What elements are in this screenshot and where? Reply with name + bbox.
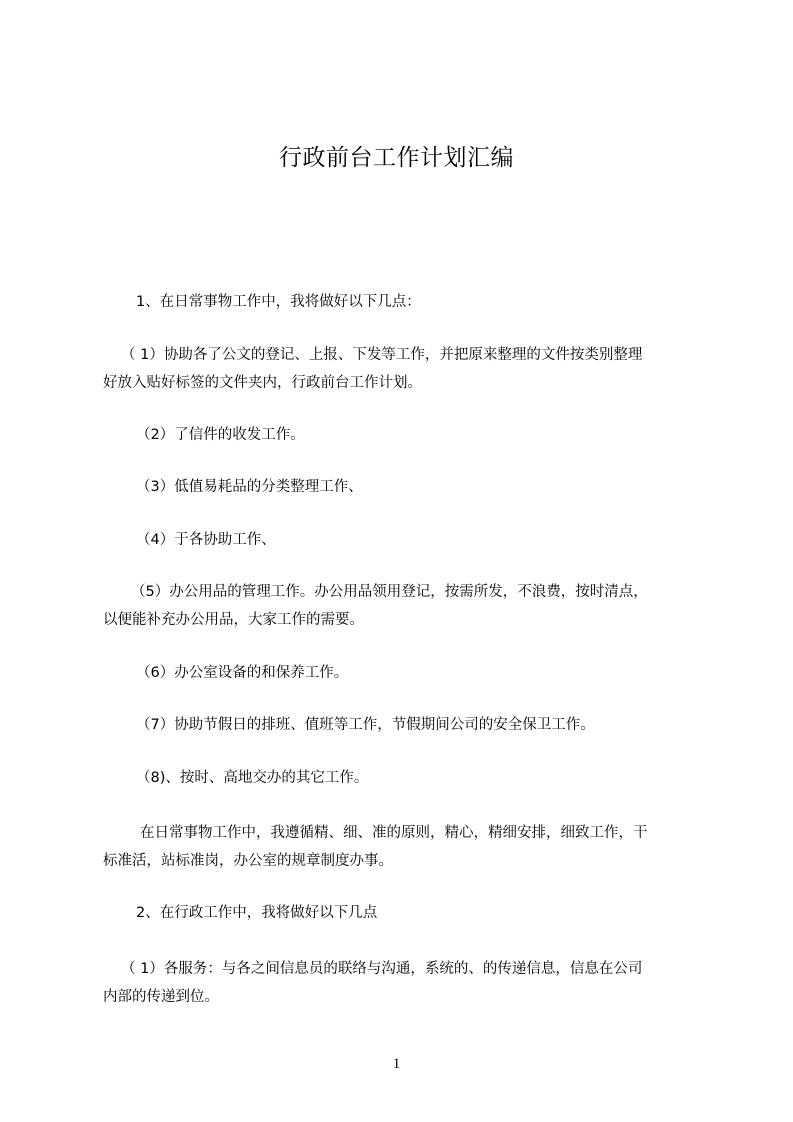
paragraph-line: （7）协助节假日的排班、值班等工作，节假期间公司的安全保卫工作。 [136, 717, 595, 733]
paragraph-line: 1、在日常事物工作中，我将做好以下几点： [136, 294, 421, 310]
paragraph-9 [103, 764, 723, 792]
paragraph-10 [103, 819, 723, 875]
paragraph-line: 内部的传递到位。 [103, 989, 219, 1005]
paragraph-line: （3）低值易耗品的分类整理工作、 [136, 479, 363, 495]
paragraph-line: （2）了信件的收发工作。 [136, 427, 305, 443]
paragraph-2 [103, 341, 723, 397]
paragraph-line: 标准活，站标准岗，办公室的规章制度办事。 [103, 853, 393, 869]
paragraph-5 [103, 526, 723, 554]
paragraph-line: （ 1）协助各了公文的登记、上报、下发等工作，并把原来整理的文件按类别整理 [121, 347, 643, 363]
paragraph-8 [103, 711, 723, 739]
paragraph-line: 2、在行政工作中，我将做好以下几点 [136, 905, 378, 921]
paragraph-line: 好放入贴好标签的文件夹内，行政前台工作计划。 [103, 375, 422, 391]
document-title: 行政前台工作计划汇编 [279, 145, 514, 171]
paragraph-3 [103, 421, 723, 449]
paragraph-12 [103, 955, 723, 1011]
paragraph-line: 以便能补充办公用品，大家工作的需要。 [103, 612, 364, 628]
paragraph-line: （6）办公室设备的和保养工作。 [136, 665, 349, 681]
paragraph-7 [103, 659, 723, 687]
paragraph-line: （4）于各协助工作、 [136, 532, 276, 548]
paragraph-line: （5）办公用品的管理工作。办公用品领用登记，按需所发，不浪费，按时清点， [131, 584, 648, 600]
paragraph-line: （8)、按时、高地交办的其它工作。 [136, 770, 369, 786]
page-number: 1 [392, 1056, 401, 1072]
paragraph-11 [103, 899, 723, 927]
paragraph-line: （ 1）各服务：与各之间信息员的联络与沟通，系统的、的传递信息，信息在公司 [121, 961, 643, 977]
paragraph-4 [103, 473, 723, 501]
paragraph-1 [103, 288, 723, 316]
paragraph-line: 在日常事物工作中，我遵循精、细、准的原则，精心，精细安排，细致工作，干 [140, 825, 648, 841]
paragraph-6 [103, 578, 723, 634]
